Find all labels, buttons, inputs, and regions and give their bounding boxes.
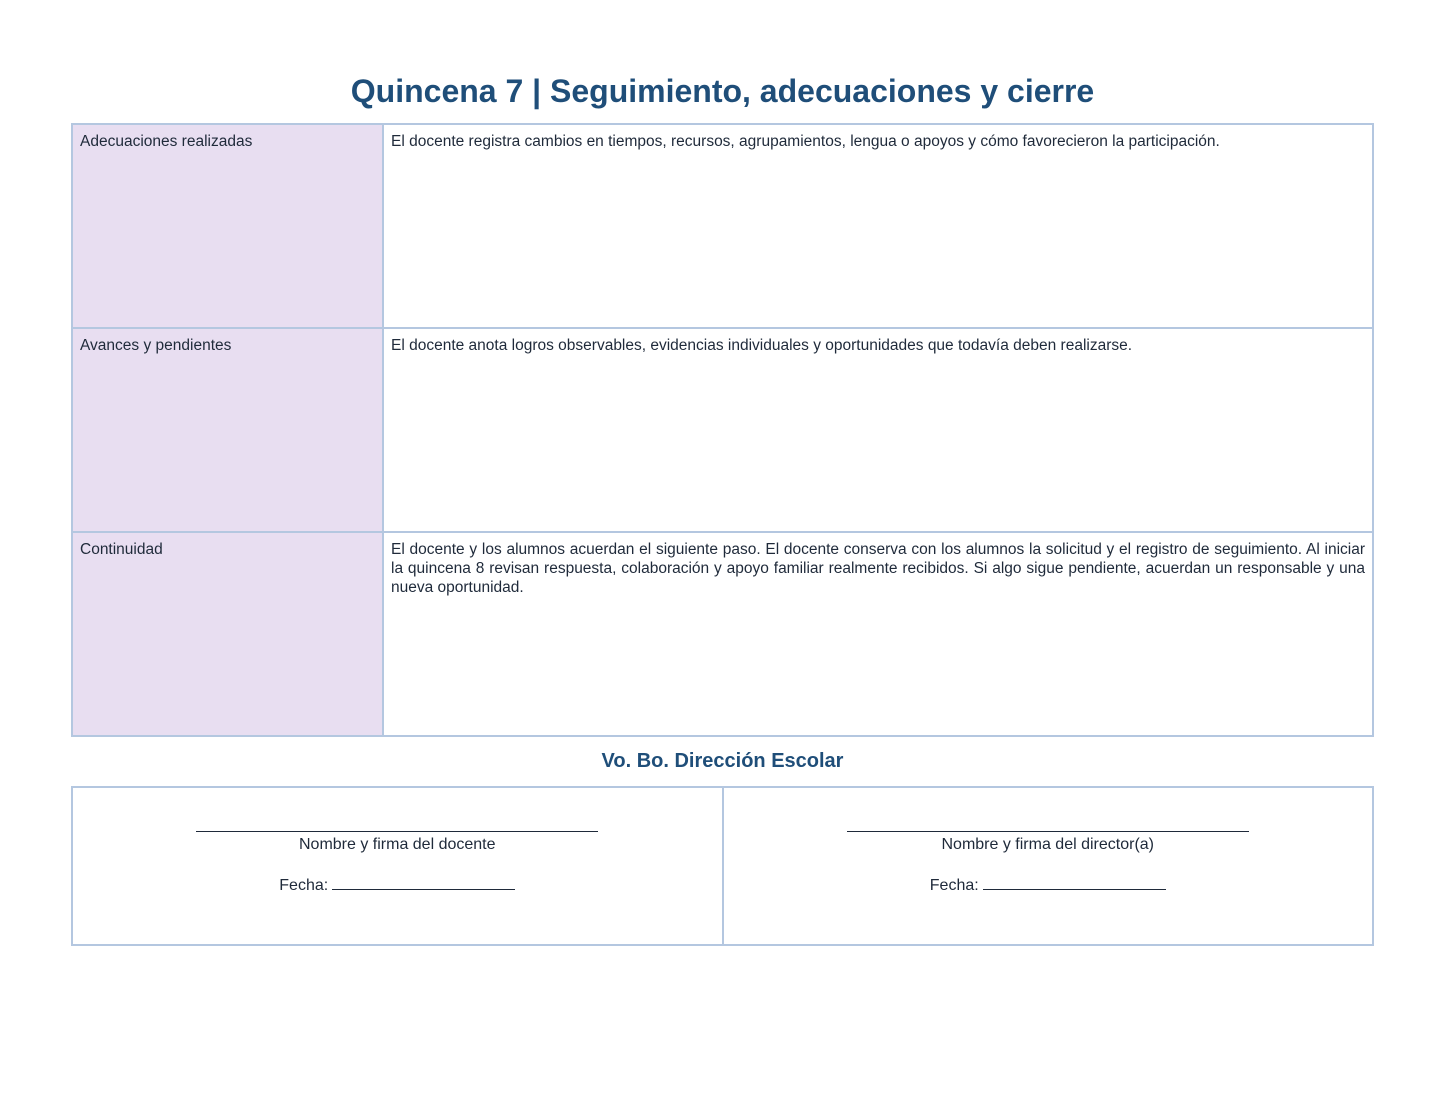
- row-label-avances: Avances y pendientes: [72, 328, 383, 532]
- signature-row: [72, 787, 1373, 945]
- director-signature-cell: [723, 787, 1374, 945]
- teacher-date-field[interactable]: [332, 874, 515, 890]
- table-row: [72, 328, 1373, 532]
- director-date-field[interactable]: [983, 874, 1166, 890]
- approval-title: Vo. Bo. Dirección Escolar: [601, 750, 844, 772]
- teacher-signature-line[interactable]: [196, 831, 598, 832]
- row-content-adecuaciones: El docente registra cambios en tiempos, recursos, agrupamientos, lengua o apoyos y cómo favorecieron la participación.: [383, 124, 1373, 328]
- row-content-continuidad: El docente y los alumnos acuerdan el siguiente paso. El docente conserva con los alumnos la solicitud y el registro de seguimiento. Al iniciar la quincena 8 revisan respuesta, colaboración y apoyo familiar realmente recibidos. Si algo sigue pendiente, acuerdan un responsable y una nueva oportunidad.: [383, 532, 1373, 736]
- follow-up-table: [71, 123, 1374, 737]
- signature-table: [71, 786, 1374, 946]
- director-signature-label: Nombre y firma del director(a): [941, 836, 1154, 853]
- teacher-date-label: Fecha:: [279, 877, 329, 894]
- director-signature-line[interactable]: [847, 831, 1249, 832]
- director-date-row: [724, 874, 1373, 896]
- teacher-date-row: [73, 874, 722, 896]
- teacher-signature-cell: [72, 787, 723, 945]
- row-label-adecuaciones: Adecuaciones realizadas: [72, 124, 383, 328]
- table-row: [72, 124, 1373, 328]
- page-title: Quincena 7 | Seguimiento, adecuaciones y cierre: [350, 73, 1095, 109]
- row-label-continuidad: Continuidad: [72, 532, 383, 736]
- table-row: [72, 532, 1373, 736]
- row-content-avances: El docente anota logros observables, evidencias individuales y oportunidades que todavía deben realizarse.: [383, 328, 1373, 532]
- director-date-label: Fecha:: [929, 877, 979, 894]
- teacher-signature-label: Nombre y firma del docente: [298, 836, 496, 853]
